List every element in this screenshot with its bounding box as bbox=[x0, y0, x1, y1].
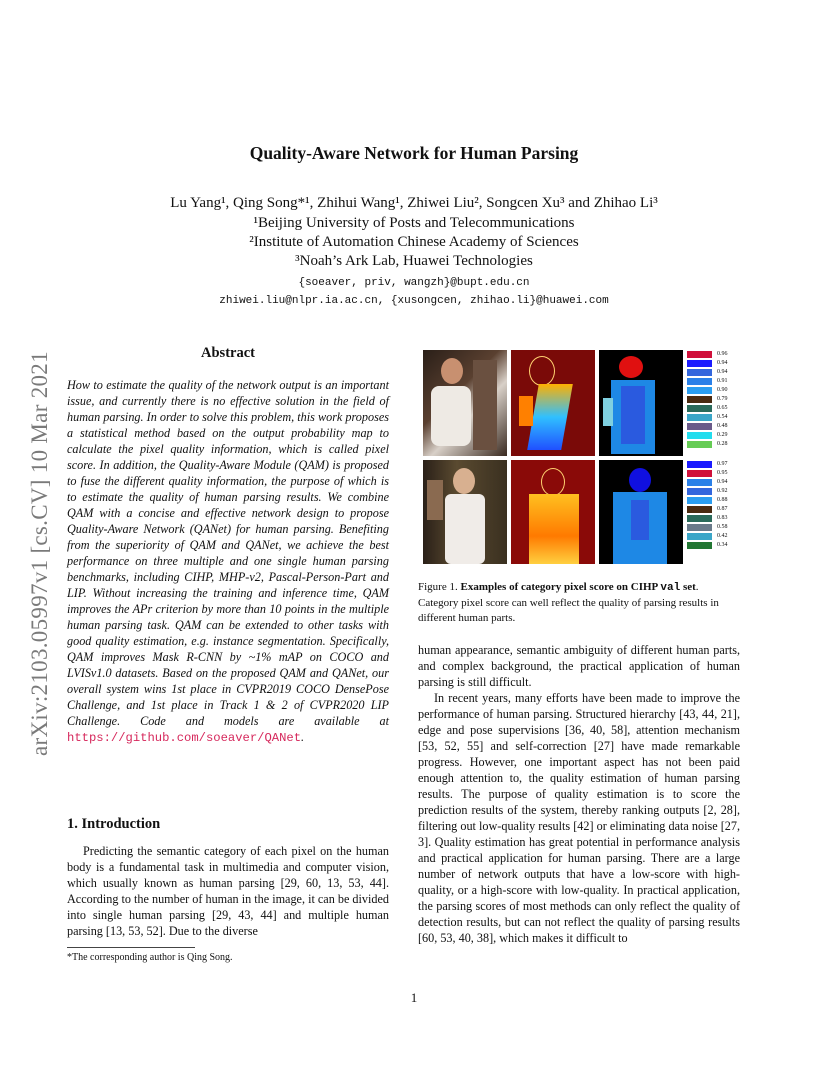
footnote: *The corresponding author is Qing Song. bbox=[67, 952, 233, 963]
legend-bottom-value: 0.95 bbox=[717, 470, 728, 476]
arxiv-id: arXiv:2103.05997v1 [cs.CV] 10 Mar 2021 bbox=[27, 351, 52, 756]
legend-top-row bbox=[687, 404, 747, 413]
legend-top-value: 0.54 bbox=[717, 414, 728, 420]
legend-bottom bbox=[687, 460, 747, 550]
arxiv-sidebar bbox=[25, 286, 55, 756]
legend-top-value: 0.90 bbox=[717, 387, 728, 393]
legend-top-row bbox=[687, 350, 747, 359]
legend-bottom-value: 0.83 bbox=[717, 515, 728, 521]
legend-top-value: 0.91 bbox=[717, 378, 728, 384]
photo-input-2 bbox=[423, 460, 507, 564]
caption-prefix: Figure 1. bbox=[418, 581, 461, 593]
legend-bottom-swatch bbox=[687, 461, 712, 468]
legend-bottom-value: 0.42 bbox=[717, 533, 728, 539]
legend-bottom-swatch bbox=[687, 488, 712, 495]
legend-bottom-value: 0.94 bbox=[717, 479, 728, 485]
caption-rest: . Category pixel score can well reflect the quality of parsing results in different human parts. bbox=[418, 581, 719, 624]
figure-1 bbox=[423, 346, 743, 566]
pixel-score-map-2 bbox=[511, 460, 595, 564]
intro-paragraph: Predicting the semantic category of each pixel on the human body is a fundamental task in multimedia and computer vision, which usually known as human parsing [29, 60, 13, 53, 44]. According to the number of human in the image, it can be divided into single human parsing [29, 43, 44] and multiple human parsing [13, 53, 52]. Due to the diverse bbox=[67, 844, 389, 938]
abstract-end: . bbox=[301, 730, 305, 744]
legend-bottom-row bbox=[687, 460, 747, 469]
intro-heading: 1. Introduction bbox=[67, 816, 161, 832]
legend-bottom-swatch bbox=[687, 524, 712, 531]
legend-top-swatch bbox=[687, 369, 712, 376]
legend-bottom-row bbox=[687, 541, 747, 550]
caption-bold: Examples of category pixel score on CIHP bbox=[460, 581, 661, 593]
legend-bottom-row bbox=[687, 496, 747, 505]
legend-top-value: 0.29 bbox=[717, 432, 728, 438]
legend-top-swatch bbox=[687, 441, 712, 448]
legend-bottom-row bbox=[687, 469, 747, 478]
legend-top-row bbox=[687, 413, 747, 422]
legend-top-value: 0.65 bbox=[717, 405, 728, 411]
paper-title: Quality-Aware Network for Human Parsing bbox=[249, 143, 579, 163]
legend-bottom-value: 0.58 bbox=[717, 524, 728, 530]
parsing-result-2 bbox=[599, 460, 683, 564]
legend-bottom-value: 0.97 bbox=[717, 461, 728, 467]
legend-bottom-swatch bbox=[687, 533, 712, 540]
pixel-score-map-1 bbox=[511, 350, 595, 456]
legend-top-row bbox=[687, 377, 747, 386]
legend-top-row bbox=[687, 359, 747, 368]
legend-bottom-row bbox=[687, 514, 747, 523]
legend-top-swatch bbox=[687, 360, 712, 367]
affiliation-1: ¹Beijing University of Posts and Telecommunications bbox=[253, 215, 575, 231]
legend-bottom-row bbox=[687, 487, 747, 496]
legend-bottom-swatch bbox=[687, 479, 712, 486]
legend-top-row bbox=[687, 368, 747, 377]
legend-top-swatch bbox=[687, 396, 712, 403]
caption-code: val bbox=[660, 582, 681, 594]
photo-input-1 bbox=[423, 350, 507, 456]
email-line-2: zhiwei.liu@nlpr.ia.ac.cn, {xusongcen, zhihao.li}@huawei.com bbox=[219, 295, 609, 307]
affiliation-2: ²Institute of Automation Chinese Academy of Sciences bbox=[249, 234, 579, 250]
legend-top-value: 0.28 bbox=[717, 441, 728, 447]
right-column bbox=[418, 642, 740, 946]
legend-top bbox=[687, 350, 747, 449]
legend-bottom-value: 0.34 bbox=[717, 542, 728, 548]
right-paragraph-2: In recent years, many efforts have been made to improve the performance of human parsing. Structured hierarchy [43, 44, 21], edge and pose supervisions [36, 40, 58], attention mechanism [53, 52, 55] and self-correction [27] have made remarkable progress. However, one important aspect has not been paid enough attention to, the quality estimation of human parsing results. The purpose of quality estimation is to score the prediction results of the system, thereby ranking outputs [2, 28], filtering out low-quality results [42] or eliminating data noise [27, 3]. Quality estimation has great potential in performance analysis and practical application for human parsing. There are a large number of network outputs that have a low-score with high-quality, or a high-score with low-quality. In practical application, the parsing scores of most methods can only reflect the quality of detection results, but can not reflect the quality of parsing results [60, 53, 40, 38], which makes it difficult to bbox=[418, 691, 740, 945]
legend-bottom-swatch bbox=[687, 515, 712, 522]
email-line-1: {soeaver, priv, wangzh}@bupt.edu.cn bbox=[298, 277, 530, 289]
legend-top-value: 0.94 bbox=[717, 360, 728, 366]
abstract-heading: Abstract bbox=[201, 345, 255, 361]
legend-bottom-row bbox=[687, 532, 747, 541]
legend-top-row bbox=[687, 386, 747, 395]
legend-bottom-swatch bbox=[687, 470, 712, 477]
legend-bottom-value: 0.92 bbox=[717, 488, 728, 494]
author-list: Lu Yang¹, Qing Song*¹, Zhihui Wang¹, Zhiwei Liu², Songcen Xu³ and Zhihao Li³ bbox=[170, 195, 658, 211]
legend-bottom-swatch bbox=[687, 497, 712, 504]
legend-top-row bbox=[687, 422, 747, 431]
abstract-text bbox=[67, 377, 389, 746]
right-paragraph-1: human appearance, semantic ambiguity of different human parts, and complex background, the practical application of human parsing is still difficult. bbox=[418, 643, 740, 689]
legend-top-swatch bbox=[687, 423, 712, 430]
figure-caption bbox=[418, 580, 740, 626]
legend-top-row bbox=[687, 440, 747, 449]
legend-top-row bbox=[687, 431, 747, 440]
caption-bold-end: set bbox=[680, 581, 696, 593]
legend-top-value: 0.96 bbox=[717, 351, 728, 357]
code-link[interactable]: https://github.com/soeaver/QANet bbox=[67, 731, 302, 745]
legend-bottom-row bbox=[687, 505, 747, 514]
legend-bottom-value: 0.88 bbox=[717, 497, 728, 503]
legend-bottom-row bbox=[687, 523, 747, 532]
legend-top-swatch bbox=[687, 378, 712, 385]
parsing-result-1 bbox=[599, 350, 683, 456]
legend-top-row bbox=[687, 395, 747, 404]
legend-bottom-swatch bbox=[687, 542, 712, 549]
footnote-rule bbox=[67, 947, 195, 948]
legend-top-value: 0.79 bbox=[717, 396, 728, 402]
legend-top-swatch bbox=[687, 351, 712, 358]
legend-bottom-swatch bbox=[687, 506, 712, 513]
legend-top-value: 0.94 bbox=[717, 369, 728, 375]
legend-bottom-row bbox=[687, 478, 747, 487]
legend-top-swatch bbox=[687, 387, 712, 394]
page-number: 1 bbox=[410, 990, 418, 1005]
legend-top-swatch bbox=[687, 432, 712, 439]
affiliation-3: ³Noah’s Ark Lab, Huawei Technologies bbox=[295, 253, 533, 269]
abstract-body: How to estimate the quality of the network output is an important issue, and currently there is no effective solution in the field of human parsing. In order to solve this problem, this work proposes a statistical method based on the output probability map to calculate the pixel quality information, which is called pixel score. In addition, the Quality-Aware Module (QAM) is proposed to fuse the different quality information, the purpose of which is to estimate the quality of human parsing results. We combine QAM with a concise and effective network design to propose Quality-Aware Network (QANet) for human parsing. Benefiting from the superiority of QAM and QANet, we achieve the best performance on three multiple and one single human parsing benchmarks, including CIHP, MHP-v2, Pascal-Person-Part and LIP. Without increasing the training and inference time, QAM improves the APr criterion by more than 10 points in the multiple human parsing task. QAM can be extended to other tasks with good quality estimation, e.g. instance segmentation. Specifically, QAM improves Mask R-CNN by ~1% mAP on COCO and LVISv1.0 datasets. Based on the proposed QAM and QANet, our overall system wins 1st place in CVPR2019 COCO DensePose Challenge, and 1st place in Track 1 & 2 of CVPR2020 LIP Challenge. Code and models are available at bbox=[67, 378, 389, 728]
legend-top-value: 0.48 bbox=[717, 423, 728, 429]
legend-bottom-value: 0.87 bbox=[717, 506, 728, 512]
legend-top-swatch bbox=[687, 405, 712, 412]
legend-top-swatch bbox=[687, 414, 712, 421]
